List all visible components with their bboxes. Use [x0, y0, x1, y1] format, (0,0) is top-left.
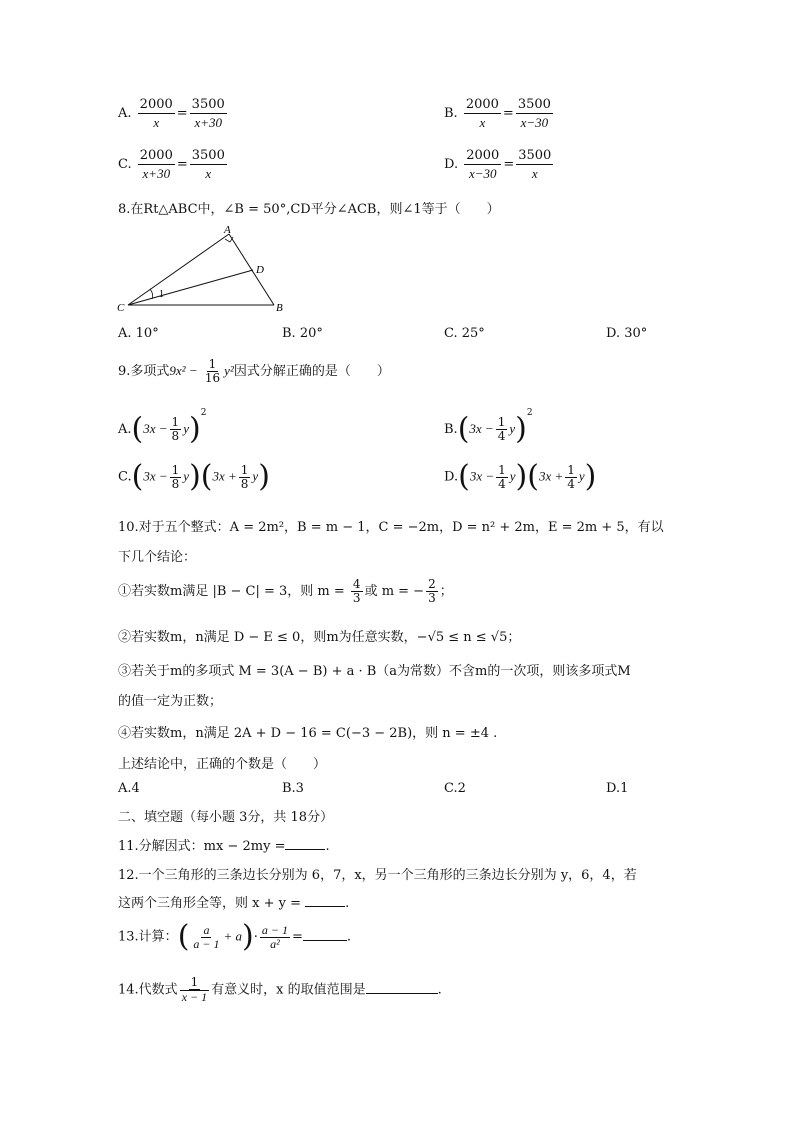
- q7-option-b: B. $\frac{2000}{x}$ = $\frac{3500}{x-30}$: [444, 97, 551, 130]
- expression: y: [183, 468, 190, 484]
- q8-option-c: C. 25°: [444, 326, 485, 341]
- denominator: x+30: [194, 115, 222, 130]
- answer-blank: [366, 993, 438, 994]
- denominator: x: [153, 115, 160, 130]
- q10-option-d: D.1: [606, 781, 629, 796]
- question-text: 13.计算：: [118, 929, 178, 945]
- q10-summary: 上述结论中，正确的个数是（ ）: [118, 757, 327, 772]
- expression: 3x −: [469, 468, 495, 484]
- numerator: 1: [171, 415, 180, 429]
- numerator: 2000: [465, 97, 499, 112]
- expression: y: [509, 468, 516, 484]
- q9-option-d: D.(3x − $\frac{1}{4}$ y)(3x + $\frac{1}{4}$ y): [444, 459, 597, 494]
- numerator: 2: [428, 577, 436, 591]
- answer-blank: [303, 940, 347, 941]
- expression: y: [509, 421, 516, 436]
- numerator: 1: [208, 357, 217, 371]
- numerator: 1: [171, 462, 180, 477]
- option-letter: B.: [444, 106, 458, 121]
- denominator: 3: [352, 591, 361, 605]
- expression: y: [252, 468, 259, 484]
- option-letter: B.: [444, 422, 458, 437]
- q10-option-b: B.3: [282, 781, 304, 796]
- numerator: 1: [190, 975, 199, 989]
- question-text: 14.代数式: [118, 982, 178, 998]
- q10-conclusion-1: [118, 578, 453, 605]
- denominator: 4: [567, 476, 575, 491]
- q9-option-c: C.(3x − $\frac{1}{8}$ y)(3x + $\frac{1}{8}$ y): [118, 459, 270, 494]
- q10-option-c: C.2: [444, 781, 466, 796]
- denominator: a²: [270, 936, 280, 951]
- label-a: A: [224, 224, 231, 236]
- denominator: x: [479, 115, 486, 130]
- denominator: x+30: [142, 166, 171, 181]
- q10-conclusion-4: ④若实数m，n满足 2A + D − 16 = C(−3 − 2B)，则 n = ±4 .: [118, 726, 498, 741]
- answer-blank: [285, 849, 325, 850]
- denominator: 4: [497, 429, 506, 443]
- numerator: 3500: [191, 97, 225, 112]
- option-letter: A.: [118, 422, 132, 437]
- conclusion-text: ①若实数m满足 |B − C| = 3，则 m =: [118, 584, 349, 599]
- numerator: a: [203, 922, 210, 937]
- period: .: [325, 839, 330, 854]
- numerator: 3500: [191, 148, 225, 163]
- denominator: 16: [204, 371, 221, 385]
- expression: 3x −: [143, 468, 168, 484]
- numerator: 3500: [517, 97, 551, 112]
- expression: y: [183, 421, 189, 436]
- expression: y²: [224, 363, 234, 378]
- denominator: 8: [171, 429, 180, 443]
- q8-option-b: B. 20°: [282, 326, 323, 341]
- expression: + a: [223, 928, 243, 944]
- label-c: C: [117, 302, 125, 314]
- q10-conclusion-2: [118, 626, 520, 645]
- expression: 3x −: [143, 421, 168, 436]
- period: .: [345, 896, 350, 911]
- inequality: −√5 ≤ n ≤ √5；: [416, 630, 521, 645]
- numerator: 2000: [139, 148, 173, 163]
- q9-option-b: B.(3x − $\frac{1}{4}$ y)$^2$: [444, 408, 533, 447]
- denominator: a − 1: [193, 936, 220, 951]
- q13: 13.计算：( $\frac{a}{a - 1}$ + a)· $\frac{a - 1}{\text{a²}}$ = .: [118, 919, 352, 954]
- period: .: [346, 929, 352, 945]
- option-letter: C.: [118, 157, 132, 172]
- q7-option-c: C. $\frac{2000}{x+30}$ = $\frac{3500}{x}$: [118, 148, 225, 181]
- q10-conclusion-3-line2: 的值一定为正数；: [118, 694, 223, 709]
- q10-conclusion-3-line1: ③若关于m的多项式 M = 3(A − B) + a · B（a为常数）不含m的一次项，则该多项式M: [118, 664, 631, 679]
- option-letter: C.: [118, 469, 132, 485]
- denominator: x−30: [520, 115, 549, 130]
- side-ca: [128, 234, 229, 305]
- denominator: 8: [171, 476, 180, 491]
- conclusion-text: ；: [439, 584, 453, 599]
- q8-triangle-figure: [112, 222, 292, 318]
- q10-line1: 10.对于五个整式：A = 2m²，B = m − 1，C = −2m，D = n² + 2m，E = 2m + 5，有以: [118, 520, 664, 535]
- section-heading: 二、填空题（每小题 3分，共 18分）: [118, 810, 334, 825]
- denominator: x − 1: [181, 990, 208, 1004]
- denominator: 3: [428, 591, 436, 605]
- q10-option-a: A.4: [118, 781, 140, 796]
- q10-line2: 下几个结论：: [118, 550, 197, 565]
- angle-one-arc: [150, 289, 153, 299]
- q9-option-a: A.(3x − $\frac{1}{8}$ y)$^2$: [118, 408, 207, 447]
- q9-stem: [118, 358, 390, 385]
- expression: y: [578, 468, 585, 484]
- question-text: 有意义时，x 的取值范围是: [211, 982, 366, 998]
- option-letter: D.: [444, 157, 459, 172]
- q8-stem: 8.在Rt△ABC中，∠B = 50°,CD平分∠ACB，则∠1等于（ ）: [118, 202, 500, 217]
- segment-cd: [128, 270, 253, 305]
- numerator: 2000: [466, 148, 500, 163]
- numerator: 1: [498, 462, 506, 477]
- denominator: 4: [498, 476, 506, 491]
- label-d: D: [256, 264, 264, 276]
- q12-line2: [118, 892, 349, 911]
- q11: [118, 835, 330, 854]
- equals: =: [292, 929, 303, 945]
- answer-blank: [305, 906, 345, 907]
- q8-option-a: A. 10°: [118, 326, 159, 341]
- numerator: 1: [240, 462, 249, 477]
- label-angle-one: 1: [159, 289, 164, 300]
- denominator: x−30: [469, 166, 497, 181]
- stem-text: 因式分解正确的是（ ）: [233, 364, 390, 379]
- label-b: B: [276, 302, 283, 314]
- multiply-dot: ·: [253, 929, 258, 945]
- expression: 3x +: [538, 468, 564, 484]
- stem-text: 9.多项式: [118, 364, 170, 379]
- conclusion-text: ②若实数m，n满足 D − E ≤ 0，则m为任意实数，: [118, 630, 417, 645]
- conclusion-text: 或 m = −: [364, 584, 425, 599]
- denominator: x: [531, 166, 538, 181]
- q14: [118, 976, 442, 1004]
- denominator: 8: [240, 476, 249, 491]
- option-letter: A.: [118, 106, 132, 121]
- numerator: 3500: [518, 148, 552, 163]
- q7-option-a: A. $\frac{2000}{x}$ = $\frac{3500}{x+30}$: [118, 97, 225, 130]
- numerator: 1: [567, 462, 575, 477]
- denominator: x: [205, 166, 212, 181]
- question-text: 11.分解因式：mx − 2my =: [118, 839, 286, 854]
- q7-option-d: D. $\frac{2000}{x-30}$ = $\frac{3500}{x}$: [444, 148, 552, 181]
- expression: 3x +: [212, 468, 237, 484]
- period: .: [437, 982, 442, 998]
- option-letter: D.: [444, 469, 459, 485]
- side-ab: [229, 234, 274, 305]
- q8-option-d: D. 30°: [606, 326, 648, 341]
- expression: 3x −: [469, 421, 494, 436]
- q12-line1: 12.一个三角形的三条边长分别为 6，7，x，另一个三角形的三条边长分别为 y，6，4，若: [118, 868, 637, 883]
- expression: 9x² −: [169, 363, 201, 378]
- exponent: 2: [200, 408, 207, 418]
- numerator: 2000: [139, 97, 173, 112]
- numerator: 4: [352, 577, 361, 591]
- question-text: 这两个三角形全等，则 x + y =: [118, 896, 301, 911]
- numerator: a − 1: [261, 922, 289, 937]
- exponent: 2: [526, 408, 533, 418]
- numerator: 1: [497, 415, 506, 429]
